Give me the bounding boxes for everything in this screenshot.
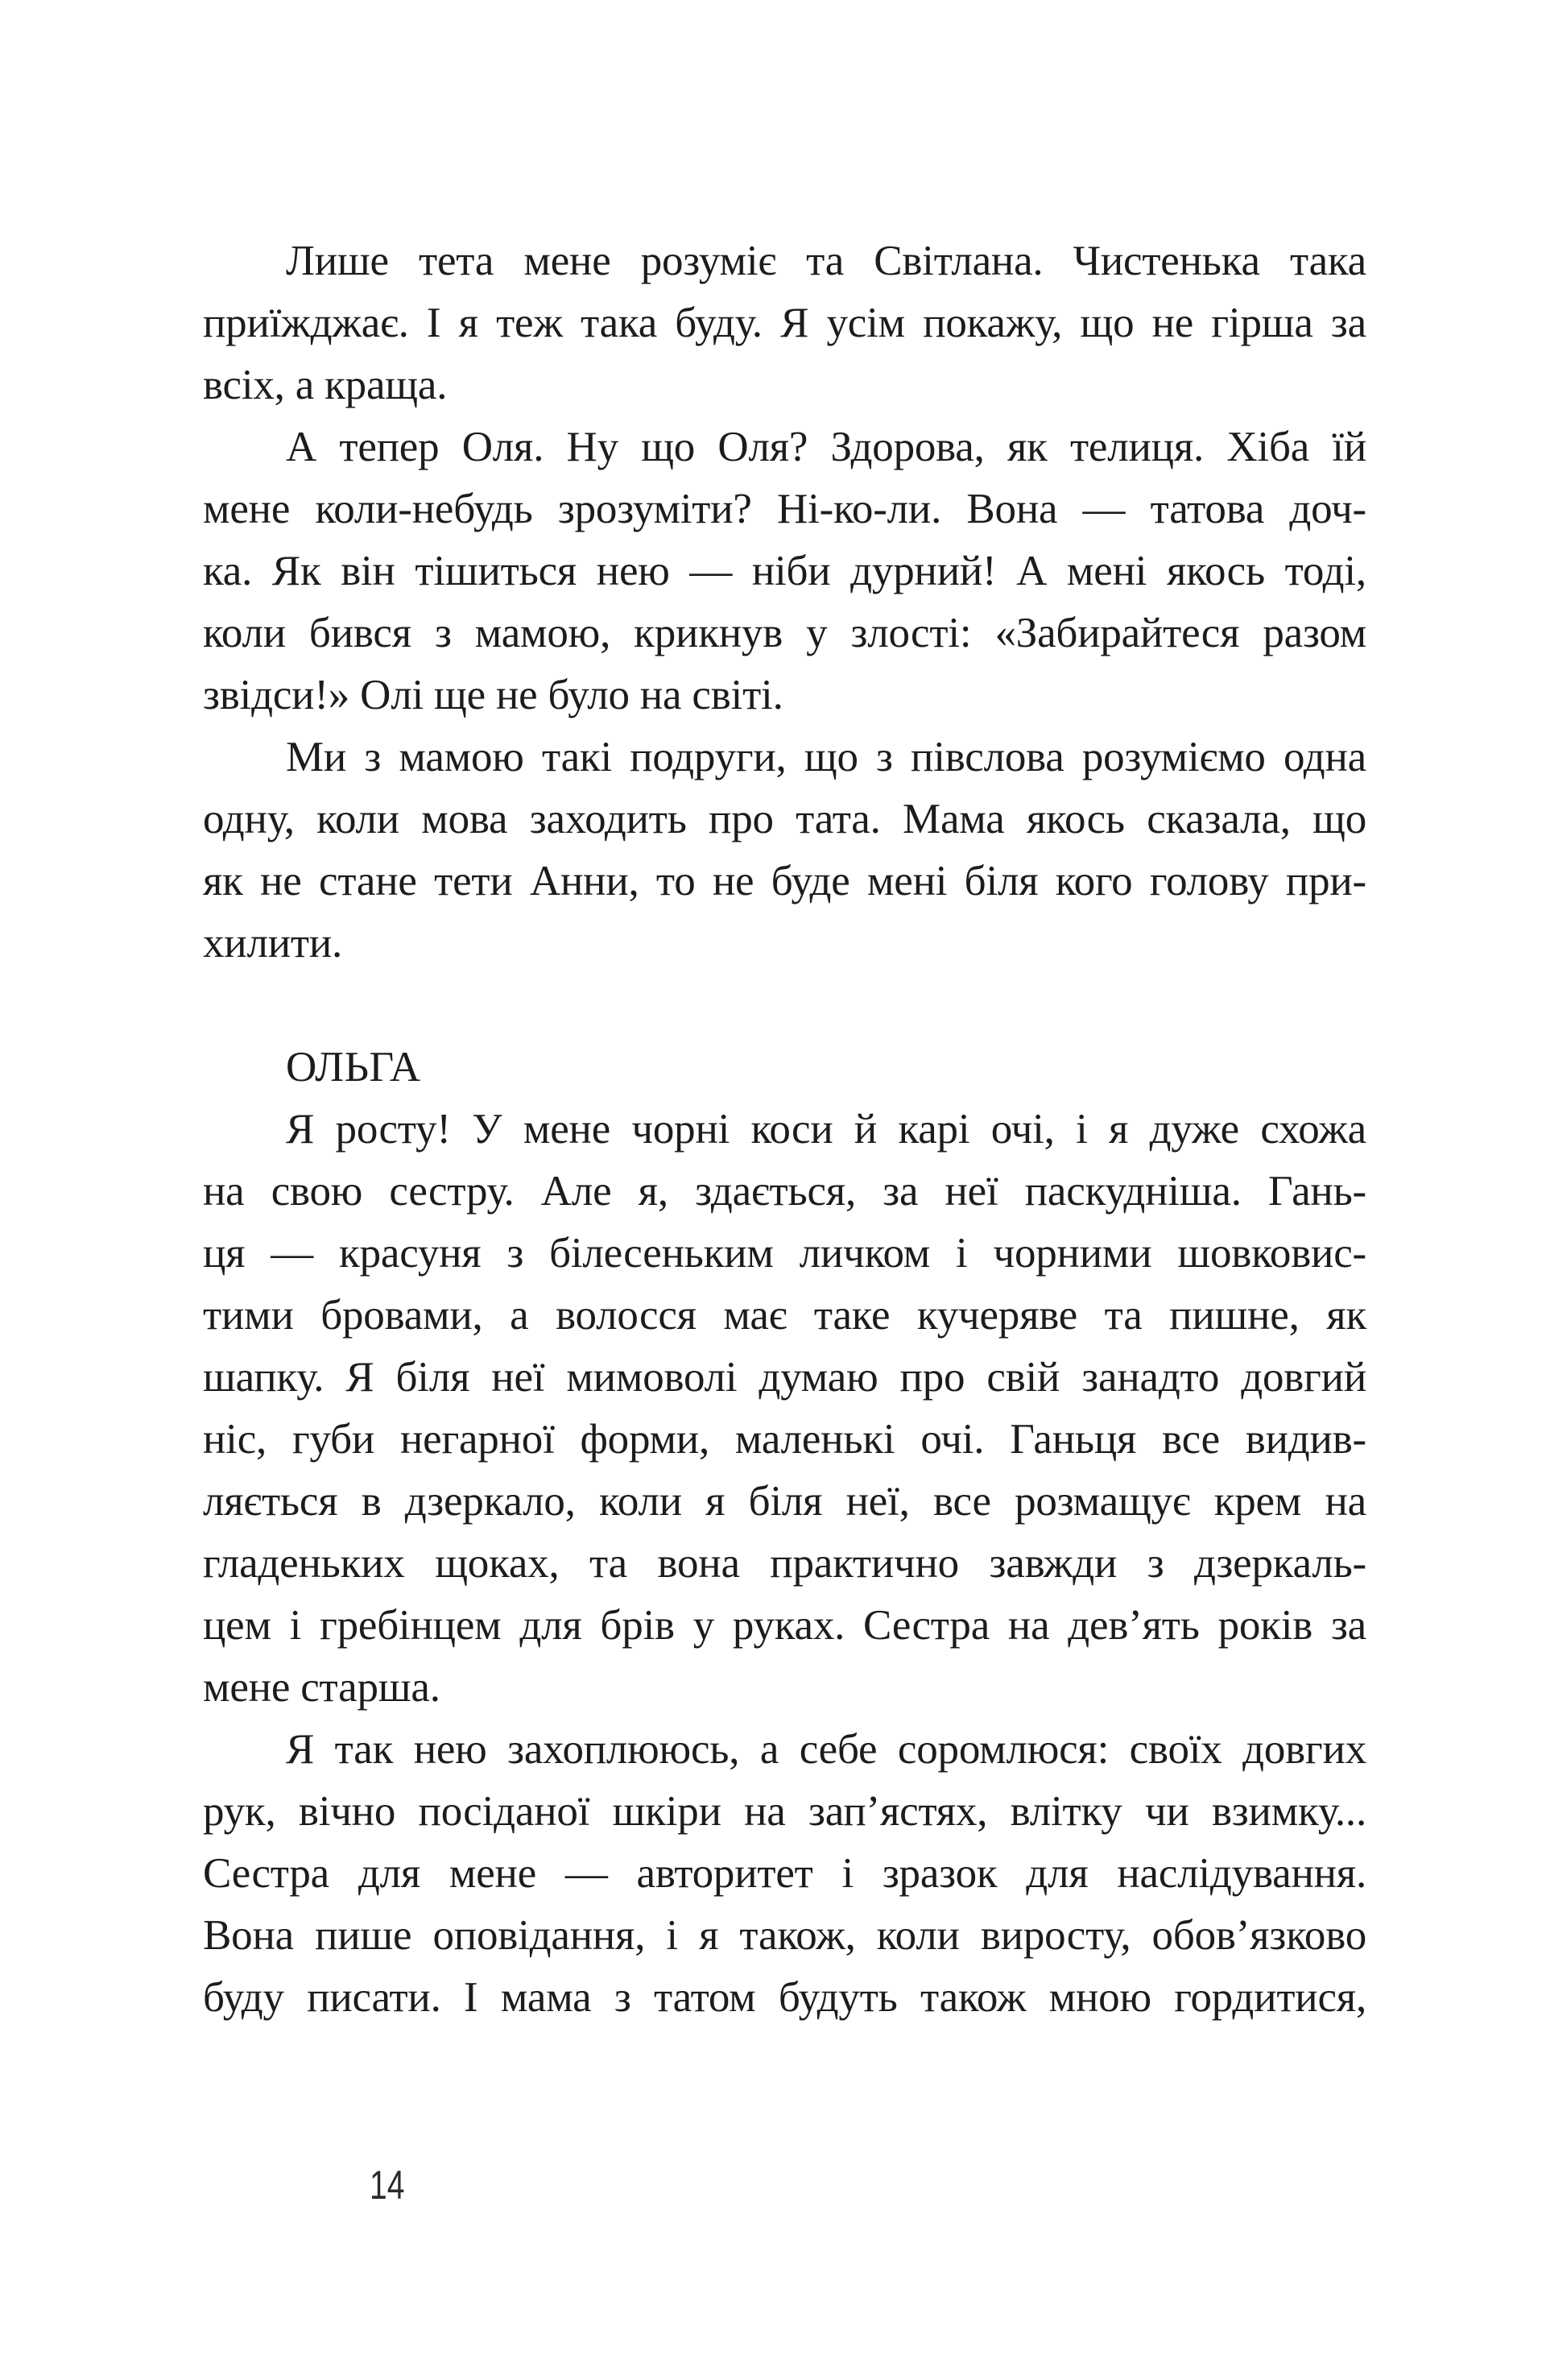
text-line: як не стане тети Анни, то не буде мені біля кого голову при-	[203, 858, 1366, 904]
text-line: ця — красуня з білесеньким личком і чорними шовковис-	[203, 1230, 1366, 1277]
text-line: звідси!» Олі ще не було на світі.	[203, 672, 783, 718]
text-line: А тепер Оля. Ну що Оля? Здорова, як телиця. Хіба їй	[286, 424, 1366, 470]
page-text	[203, 230, 1366, 2029]
text-line: Ми з мамою такі подруги, що з півслова розуміємо одна	[286, 734, 1366, 780]
text-line: мене коли-небудь зрозуміти? Ні-ко-ли. Вона — татова доч-	[203, 486, 1366, 532]
section-gap	[203, 975, 1366, 1037]
page-number: 14	[370, 2163, 405, 2208]
text-line: на свою сестру. Але я, здається, за неї паскудніша. Гань-	[203, 1168, 1366, 1215]
text-line: шапку. Я біля неї мимоволі думаю про свій занадто довгий	[203, 1354, 1366, 1401]
text-line: коли бився з мамою, крикнув у злості: «Забирайтеся разом	[203, 610, 1366, 656]
text-line: мене старша.	[203, 1664, 440, 1711]
text-line: гладеньких щоках, та вона практично завжди з дзеркаль-	[203, 1540, 1366, 1587]
text-line: хилити.	[203, 920, 343, 966]
text-line: цем і гребінцем для брів у руках. Сестра на дев’ять років за	[203, 1602, 1366, 1649]
text-line: всіх, а краща.	[203, 362, 448, 408]
text-line: буду писати. І мама з татом будуть також мною гордитися,	[203, 1974, 1366, 2021]
text-line: рук, вічно посіданої шкіри на зап’ястях, влітку чи взимку...	[203, 1788, 1366, 1835]
text-line: Я росту! У мене чорні коси й карі очі, і я дуже схожа	[286, 1106, 1366, 1153]
section-heading: ОЛЬГА	[286, 1044, 421, 1091]
text-line: Вона пише оповідання, і я також, коли виросту, обов’язково	[203, 1912, 1366, 1959]
text-line: Я так нею захоплююсь, а себе соромлюся: своїх довгих	[286, 1726, 1366, 1773]
text-line: Сестра для мене — авторитет і зразок для наслідування.	[203, 1850, 1366, 1897]
text-line: приїжджає. І я теж така буду. Я усім покажу, що не гірша за	[203, 300, 1366, 346]
text-line: ка. Як він тішиться нею — ніби дурний! А мені якось тоді,	[203, 548, 1366, 594]
text-line: Лише тета мене розуміє та Світлана. Чистенька така	[286, 238, 1366, 284]
text-line: одну, коли мова заходить про тата. Мама якось сказала, що	[203, 796, 1366, 842]
text-line: ляється в дзеркало, коли я біля неї, все розмащує крем на	[203, 1478, 1366, 1525]
text-line: ніс, губи негарної форми, маленькі очі. Ганьця все видив-	[203, 1416, 1366, 1463]
text-line: тими бровами, а волосся має таке кучеряве та пишне, як	[203, 1292, 1366, 1339]
